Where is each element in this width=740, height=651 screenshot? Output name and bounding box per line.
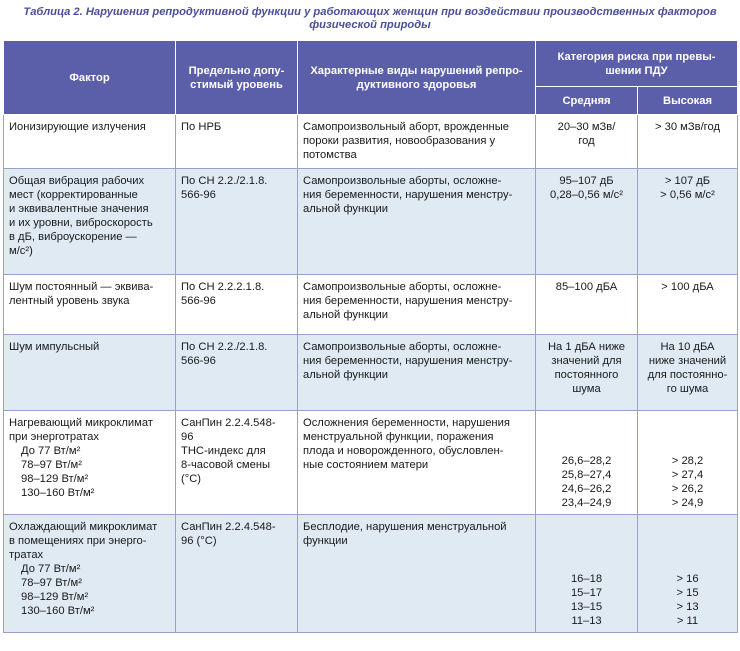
- cell-line: год: [578, 135, 595, 147]
- cell-line: 20–30 мЗв/: [557, 121, 616, 133]
- cell-line: 96 (°С): [181, 535, 217, 547]
- cell-line: 23,4–24,9: [561, 497, 612, 509]
- cell-line: Самопроизвольные аборты, осложне-: [303, 281, 502, 293]
- cell-line: 130–160 Вт/м²: [21, 487, 95, 499]
- cell-line: СанПин 2.2.4.548-: [181, 417, 276, 429]
- cell-line: 26,6–28,2: [561, 455, 612, 467]
- cell-line: > 26,2: [671, 483, 704, 495]
- cell-limit: [176, 335, 298, 411]
- cell-line: Осложнения беременности, нарушения: [303, 417, 510, 429]
- header-high: Высокая: [638, 87, 738, 115]
- cell-line: Самопроизвольный аборт, врожденные: [303, 121, 509, 133]
- cell-disorders: [298, 275, 536, 335]
- cell-line: пороки развития, новообразования у: [303, 135, 496, 147]
- table-row: [4, 169, 738, 275]
- cell-line: при энерготратах: [9, 431, 99, 443]
- cell-line: плода и новорожденного, обусловлен-: [303, 445, 504, 457]
- cell-line: 85–100 дБА: [555, 281, 618, 293]
- cell-risk-high: [638, 275, 738, 335]
- cell-risk-medium: [536, 169, 638, 275]
- cell-line: 98–129 Вт/м²: [21, 591, 89, 603]
- cell-line: До 77 Вт/м²: [21, 445, 81, 457]
- cell-risk-high: [638, 335, 738, 411]
- table-row: [4, 515, 738, 633]
- cell-line: 0,28–0,56 м/с²: [550, 189, 623, 201]
- cell-line: По НРБ: [181, 121, 222, 133]
- table-row: [4, 335, 738, 411]
- cell-line: 15–17: [570, 587, 603, 599]
- cell-line: в дБ, виброускорение —: [9, 231, 137, 243]
- cell-disorders: [298, 335, 536, 411]
- cell-risk-high: [638, 169, 738, 275]
- cell-line: го шума: [666, 383, 709, 395]
- cell-disorders: [298, 115, 536, 169]
- table-row: [4, 275, 738, 335]
- cell-factor: [4, 115, 176, 169]
- cell-line: 16–18: [570, 573, 603, 585]
- caption-line-2: физической природы: [309, 19, 431, 31]
- header-risk-category: Категория риска при превы-шении ПДУ: [536, 41, 738, 87]
- cell-line: 566-96: [181, 295, 216, 307]
- cell-line: 566-96: [181, 355, 216, 367]
- table-row: [4, 411, 738, 515]
- cell-line: > 16: [676, 573, 699, 585]
- header-medium: Средняя: [536, 87, 638, 115]
- cell-line: > 0,56 м/с²: [660, 189, 715, 201]
- cell-risk-high: [638, 515, 738, 633]
- cell-line: 13–15: [570, 601, 603, 613]
- cell-line: 96: [181, 431, 194, 443]
- cell-line: > 100 дБА: [661, 281, 714, 293]
- cell-line: > 30 мЗв/год: [654, 121, 721, 133]
- cell-line: > 27,4: [671, 469, 704, 481]
- cell-disorders: [298, 515, 536, 633]
- cell-line: для постоянно-: [647, 369, 728, 381]
- cell-line: альной функции: [303, 203, 388, 215]
- cell-line: функции: [303, 535, 348, 547]
- cell-line: По СН 2.2./2.1.8.: [181, 341, 268, 353]
- cell-line: 24,6–26,2: [561, 483, 612, 495]
- cell-risk-medium: [536, 115, 638, 169]
- cell-line: Нагревающий микроклимат: [9, 417, 153, 429]
- factors-table: [3, 40, 738, 633]
- cell-line: 25,8–27,4: [561, 469, 612, 481]
- cell-line: 98–129 Вт/м²: [21, 473, 89, 485]
- cell-line: Охлаждающий микроклимат: [9, 521, 158, 533]
- cell-line: Шум импульсный: [9, 341, 100, 353]
- cell-line: СанПин 2.2.4.548-: [181, 521, 276, 533]
- cell-risk-high: [638, 115, 738, 169]
- cell-disorders: [298, 411, 536, 515]
- cell-factor: [4, 515, 176, 633]
- cell-line: 566-96: [181, 189, 216, 201]
- cell-factor: [4, 275, 176, 335]
- cell-line: потомства: [303, 149, 357, 161]
- cell-line: > 107 дБ: [664, 175, 711, 187]
- cell-line: лентный уровень звука: [9, 295, 130, 307]
- cell-line: ные состоянием матери: [303, 459, 429, 471]
- cell-limit: [176, 515, 298, 633]
- cell-factor: [4, 335, 176, 411]
- cell-line: На 10 дБА: [660, 341, 715, 353]
- header-disorders: Характерные виды нарушений репро-дуктивного здоровья: [298, 41, 536, 115]
- cell-line: Самопроизвольные аборты, осложне-: [303, 175, 502, 187]
- cell-line: менструальной функции, поражения: [303, 431, 494, 443]
- cell-disorders: [298, 169, 536, 275]
- cell-line: 8-часовой смены: [181, 459, 271, 471]
- cell-line: > 13: [676, 601, 699, 613]
- cell-line: (°С): [181, 473, 202, 485]
- cell-line: ТНС-индекс для: [181, 445, 266, 457]
- cell-line: постоянного: [554, 369, 619, 381]
- cell-line: шума: [572, 383, 601, 395]
- cell-line: До 77 Вт/м²: [21, 563, 81, 575]
- cell-line: > 11: [676, 615, 699, 627]
- cell-line: 130–160 Вт/м²: [21, 605, 95, 617]
- cell-line: Бесплодие, нарушения менструальной: [303, 521, 507, 533]
- header-limit: Предельно допу-стимый уровень: [176, 41, 298, 115]
- cell-risk-medium: [536, 515, 638, 633]
- cell-limit: [176, 275, 298, 335]
- cell-line: ния беременности, нарушения менстру-: [303, 189, 513, 201]
- cell-line: и их уровни, виброскорость: [9, 217, 153, 229]
- header-factor: Фактор: [4, 41, 176, 115]
- cell-line: Самопроизвольные аборты, осложне-: [303, 341, 502, 353]
- cell-line: На 1 дБА ниже: [547, 341, 626, 353]
- cell-line: > 24,9: [671, 497, 704, 509]
- cell-factor: [4, 169, 176, 275]
- cell-line: 78–97 Вт/м²: [21, 577, 82, 589]
- cell-limit: [176, 411, 298, 515]
- table-caption: [0, 0, 740, 40]
- cell-risk-medium: [536, 411, 638, 515]
- cell-line: мест (корректированные: [9, 189, 138, 201]
- cell-line: ния беременности, нарушения менстру-: [303, 295, 513, 307]
- cell-line: значений для: [551, 355, 622, 367]
- cell-line: ния беременности, нарушения менстру-: [303, 355, 513, 367]
- cell-line: 11–13: [571, 615, 602, 627]
- cell-factor: [4, 411, 176, 515]
- cell-risk-high: [638, 411, 738, 515]
- cell-limit: [176, 115, 298, 169]
- cell-line: и эквивалентные значения: [9, 203, 149, 215]
- cell-line: По СН 2.2.2.1.8.: [181, 281, 265, 293]
- cell-line: альной функции: [303, 369, 388, 381]
- cell-line: тратах: [9, 549, 44, 561]
- cell-line: > 28,2: [671, 455, 704, 467]
- cell-line: м/с²): [9, 245, 33, 257]
- cell-line: в помещениях при энерго-: [9, 535, 147, 547]
- cell-line: По СН 2.2./2.1.8.: [181, 175, 268, 187]
- table-row: [4, 115, 738, 169]
- cell-line: 95–107 дБ: [559, 175, 614, 187]
- cell-line: ниже значений: [648, 355, 727, 367]
- cell-line: Общая вибрация рабочих: [9, 175, 145, 187]
- cell-line: Ионизирующие излучения: [9, 121, 146, 133]
- caption-line-1: Таблица 2. Нарушения репродуктивной функции у работающих женщин при воздействии производственных факторов: [23, 6, 717, 18]
- cell-line: > 15: [676, 587, 699, 599]
- cell-risk-medium: [536, 275, 638, 335]
- cell-risk-medium: [536, 335, 638, 411]
- cell-limit: [176, 169, 298, 275]
- cell-line: Шум постоянный — эквива-: [9, 281, 154, 293]
- cell-line: альной функции: [303, 309, 388, 321]
- cell-line: 78–97 Вт/м²: [21, 459, 82, 471]
